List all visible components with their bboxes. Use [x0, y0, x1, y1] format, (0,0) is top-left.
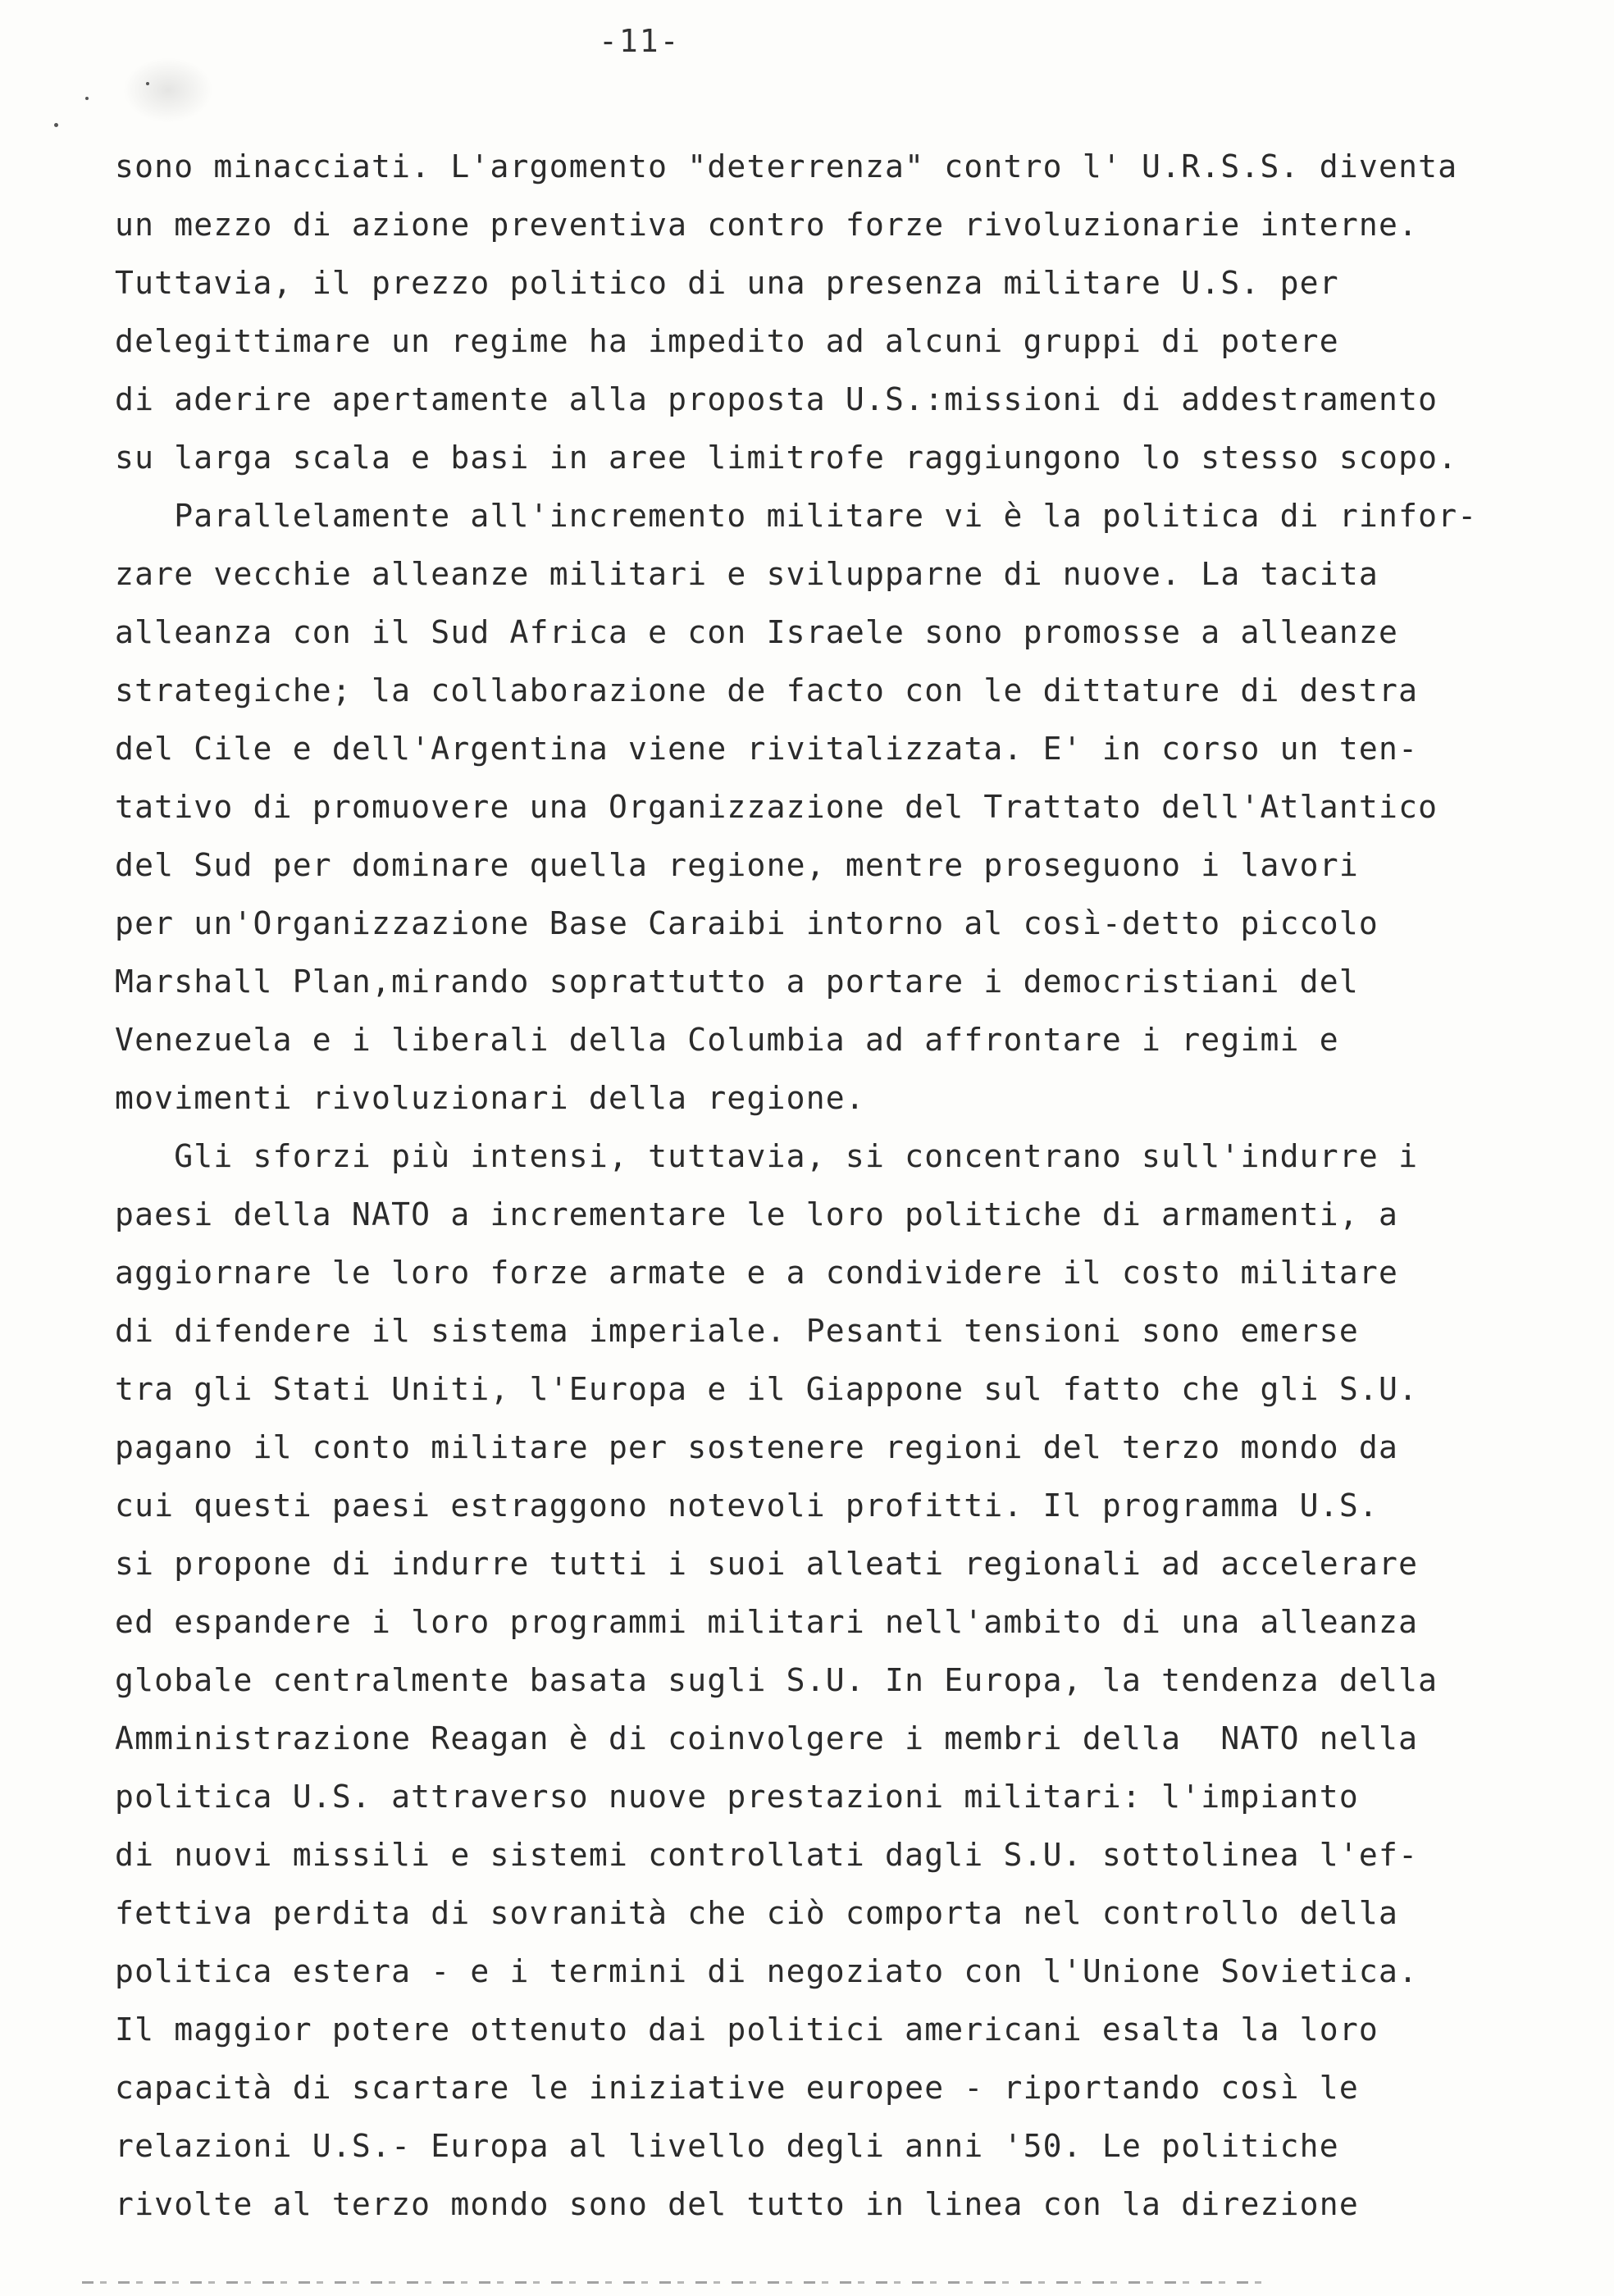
text-line: alleanza con il Sud Africa e con Israele sono promosse a alleanze — [115, 614, 1399, 650]
text-line: di nuovi missili e sistemi controllati dagli S.U. sottolinea l'ef- — [115, 1837, 1419, 1873]
text-line: zare vecchie alleanze militari e svilupparne di nuove. La tacita — [115, 556, 1379, 592]
text-line: globale centralmente basata sugli S.U. In Europa, la tendenza della — [115, 1662, 1438, 1698]
text-line: paesi della NATO a incrementare le loro politiche di armamenti, a — [115, 1196, 1399, 1232]
ink-speck — [146, 82, 149, 85]
text-line: politica U.S. attraverso nuove prestazioni militari: l'impianto — [115, 1779, 1359, 1815]
text-line: politica estera - e i termini di negoziato con l'Unione Sovietica. — [115, 1953, 1419, 1989]
text-line: un mezzo di azione preventiva contro forze rivoluzionarie interne. — [115, 207, 1419, 243]
text-line: movimenti rivoluzionari della regione. — [115, 1080, 865, 1116]
text-line: strategiche; la collaborazione de facto con le dittature di destra — [115, 672, 1419, 708]
text-line: Tuttavia, il prezzo politico di una presenza militare U.S. per — [115, 265, 1339, 301]
text-line: relazioni U.S.- Europa al livello degli anni '50. Le politiche — [115, 2128, 1339, 2164]
text-line: su larga scala e basi in aree limitrofe raggiungono lo stesso scopo. — [115, 440, 1458, 476]
text-line: di difendere il sistema imperiale. Pesanti tensioni sono emerse — [115, 1313, 1359, 1349]
text-line: cui questi paesi estraggono notevoli profitti. Il programma U.S. — [115, 1487, 1379, 1524]
text-line: si propone di indurre tutti i suoi alleati regionali ad accelerare — [115, 1546, 1419, 1582]
text-line: fettiva perdita di sovranità che ciò comporta nel controllo della — [115, 1895, 1399, 1931]
text-line: capacità di scartare le iniziative europee - riportando così le — [115, 2070, 1359, 2106]
text-line: Marshall Plan,mirando soprattutto a portare i democristiani del — [115, 963, 1359, 1000]
text-line: del Sud per dominare quella regione, mentre proseguono i lavori — [115, 847, 1359, 883]
text-line: delegittimare un regime ha impedito ad alcuni gruppi di potere — [115, 323, 1339, 359]
ink-smudge — [123, 57, 213, 123]
text-line: Gli sforzi più intensi, tuttavia, si concentrano sull'indurre i — [115, 1138, 1419, 1174]
text-line: Il maggior potere ottenuto dai politici americani esalta la loro — [115, 2011, 1379, 2048]
ink-speck — [85, 97, 89, 100]
ink-speck — [54, 123, 58, 127]
text-line: per un'Organizzazione Base Caraibi intorno al così-detto piccolo — [115, 905, 1379, 941]
text-line: ed espandere i loro programmi militari nell'ambito di una alleanza — [115, 1604, 1419, 1640]
text-line: Venezuela e i liberali della Columbia ad affrontare i regimi e — [115, 1022, 1339, 1058]
text-line: pagano il conto militare per sostenere regioni del terzo mondo da — [115, 1429, 1399, 1465]
text-line: Parallelamente all'incremento militare vi è la politica di rinfor- — [115, 498, 1478, 534]
text-line: sono minacciati. L'argomento "deterrenza" contro l' U.R.S.S. diventa — [115, 148, 1458, 184]
text-line: Amministrazione Reagan è di coinvolgere i membri della NATO nella — [115, 1720, 1419, 1756]
text-line: tativo di promuovere una Organizzazione del Trattato dell'Atlantico — [115, 789, 1438, 825]
body-text — [115, 138, 1558, 2234]
text-line: di aderire apertamente alla proposta U.S.:missioni di addestramento — [115, 381, 1438, 417]
text-line: del Cile e dell'Argentina viene rivitalizzata. E' in corso un ten- — [115, 731, 1419, 767]
text-line: aggiornare le loro forze armate e a condividere il costo militare — [115, 1255, 1399, 1291]
text-line: tra gli Stati Uniti, l'Europa e il Giappone sul fatto che gli S.U. — [115, 1371, 1419, 1407]
bottom-scan-edge — [82, 2281, 1271, 2284]
page-number: -11- — [599, 23, 681, 59]
text-line: rivolte al terzo mondo sono del tutto in linea con la direzione — [115, 2186, 1359, 2222]
